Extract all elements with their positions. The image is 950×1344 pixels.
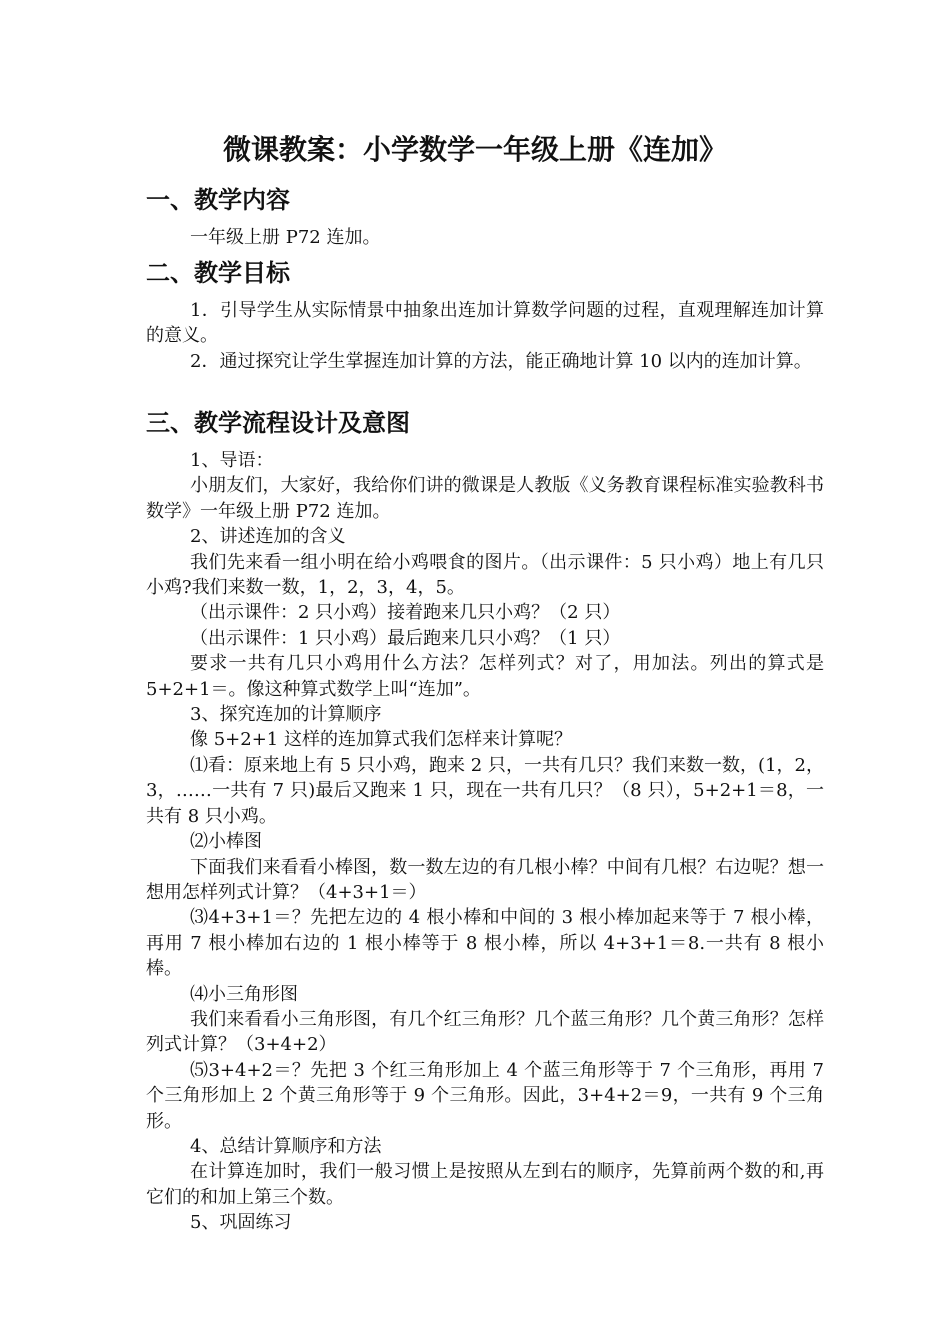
paragraph: 一年级上册 P72 连加。: [190, 227, 381, 248]
paragraph: 下面我们来看看小棒图，数一数左边的有几根小棒？中间有几根？右边呢？想一想用怎样列式计算？（4+3+1＝）: [146, 856, 824, 903]
section-heading-process: 三、教学流程设计及意图: [146, 409, 410, 437]
paragraph: ⑸3+4+2＝？先把 3 个红三角形加上 4 个蓝三角形等于 7 个三角形，再用 7 个三角形加上 2 个黄三角形等于 9 个三角形。因此，3+4+2＝9，一共有 9 个三角形。: [146, 1059, 824, 1132]
paragraph: 4、总结计算顺序和方法: [190, 1135, 382, 1157]
section-body-content: [146, 225, 824, 250]
paragraph: 2．通过探究让学生掌握连加计算的方法，能正确地计算 10 以内的连加计算。: [190, 350, 812, 372]
paragraph: 小朋友们，大家好，我给你们讲的微课是人教版《义务教育课程标准实验教科书数学》一年级上册 P72 连加。: [146, 475, 824, 522]
paragraph: 像 5+2+1 这样的连加算式我们怎样来计算呢？: [190, 729, 572, 751]
paragraph: 5、巩固练习: [190, 1212, 292, 1234]
paragraph: 在计算连加时，我们一般习惯上是按照从左到右的顺序，先算前两个数的和,再它们的和加上第三个数。: [146, 1161, 824, 1208]
paragraph: ⑷小三角形图: [190, 983, 298, 1005]
section-body-process: [146, 448, 824, 1236]
paragraph: 1．引导学生从实际情景中抽象出连加计算数学问题的过程，直观理解连加计算的意义。: [146, 300, 824, 347]
paragraph: 3、探究连加的计算顺序: [190, 704, 382, 726]
section-body-goals: [146, 298, 824, 374]
section-heading-goals: 二、教学目标: [146, 259, 290, 287]
section-heading-content: 一、教学内容: [146, 186, 290, 214]
paragraph: ⑴看：原来地上有 5 只小鸡，跑来 2 只，一共有几只？我们来数一数，(1，2，3，……一共有 7 只)最后又跑来 1 只，现在一共有几只？（8 只），5+2+1＝8，一共有 8 只小鸡。: [146, 754, 824, 827]
paragraph: ⑶4+3+1＝？先把左边的 4 根小棒和中间的 3 根小棒加起来等于 7 根小棒，再用 7 根小棒加右边的 1 根小棒等于 8 根小棒，所以 4+3+1＝8.一共有 8 根小棒。: [146, 907, 824, 980]
paragraph: 1、导语：: [190, 450, 274, 471]
paragraph: 2、讲述连加的含义: [190, 526, 346, 548]
paragraph: 我们来看看小三角形图，有几个红三角形？几个蓝三角形？几个黄三角形？怎样列式计算？（3+4+2）: [146, 1008, 824, 1056]
paragraph: 我们先来看一组小明在给小鸡喂食的图片。（出示课件：5 只小鸡）地上有几只小鸡?我们来数一数，1，2，3，4，5。: [146, 551, 824, 599]
paragraph: ⑵小棒图: [190, 831, 262, 853]
paragraph: 要求一共有几只小鸡用什么方法？怎样列式？对了，用加法。列出的算式是 5+2+1＝。像这种算式数学上叫“连加”。: [146, 653, 824, 700]
document-title: 微课教案：小学数学一年级上册《连加》: [222, 133, 727, 166]
paragraph: （出示课件：1 只小鸡）最后跑来几只小鸡？（1 只）: [190, 627, 621, 649]
paragraph: （出示课件：2 只小鸡）接着跑来几只小鸡？（2 只）: [190, 602, 621, 624]
